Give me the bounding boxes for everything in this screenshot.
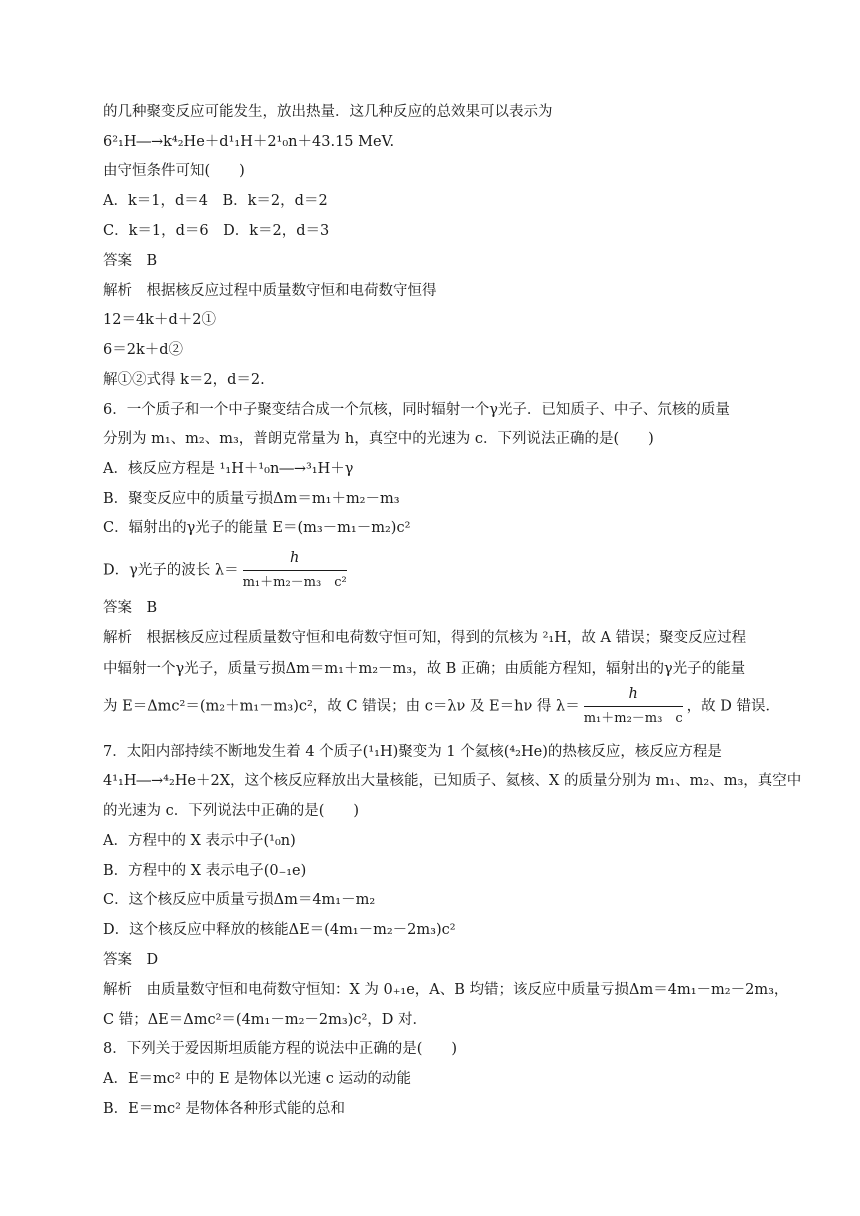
- question-6-stem: 分别为 m₁、m₂、m₃，普朗克常量为 h，真空中的光速为 c．下列说法正确的是( ): [103, 431, 654, 447]
- option-line: A．k＝1，d＝4 B．k＝2，d＝2: [103, 193, 328, 209]
- analysis-line: C 错；ΔE＝Δmc²＝(4m₁－m₂－2m₃)c²，D 对．: [103, 1012, 428, 1028]
- fraction-denominator: m₁＋m₂－m₃ c: [583, 711, 683, 726]
- answer-line: 答案 B: [103, 600, 158, 616]
- analysis-line: 解析 根据核反应过程中质量数守恒和电荷数守恒得: [103, 283, 437, 299]
- option-c: C．辐射出的γ光子的能量 E＝(m₃－m₁－m₂)c²: [103, 520, 411, 536]
- wavelength-fraction: [243, 548, 347, 593]
- option-a: A．方程中的 X 表示中子(¹₀n): [103, 833, 296, 849]
- analysis-line: 中辐射一个γ光子，质量亏损Δm＝m₁＋m₂－m₃，故 B 正确；由质能方程知，辐射出的γ光子的能量: [103, 661, 746, 677]
- fraction-numerator: h: [584, 684, 683, 707]
- analysis-line: [103, 684, 780, 729]
- fraction-numerator: h: [243, 548, 347, 571]
- answer-line: 答案 D: [103, 952, 159, 968]
- option-line: C．k＝1，d＝6 D．k＝2，d＝3: [103, 223, 330, 239]
- solution-line: 解①②式得 k＝2，d＝2.: [103, 372, 265, 388]
- analysis-text: ，故 D 错误．: [686, 698, 780, 715]
- question-7-stem: 4¹₁H―→⁴₂He＋2X，这个核反应释放出大量核能，已知质子、氦核、X 的质量分别为 m₁、m₂、m₃，真空中: [103, 773, 802, 789]
- question-6-stem: 6．一个质子和一个中子聚变结合成一个氘核，同时辐射一个γ光子．已知质子、中子、氘核的质量: [103, 402, 730, 418]
- question-8-stem: 8．下列关于爱因斯坦质能方程的说法中正确的是( ): [103, 1041, 458, 1057]
- equation-line: 12＝4k＋d＋2①: [103, 312, 216, 328]
- question-stem: 由守恒条件可知( ): [103, 163, 245, 179]
- analysis-text: 为 E＝Δmc²＝(m₂＋m₁－m₃)c²，故 C 错误；由 c＝λν 及 E＝hν 得 λ＝: [103, 698, 580, 715]
- analysis-line: 解析 由质量数守恒和电荷数守恒知：X 为 0₊₁e，A、B 均错；该反应中质量亏损Δm＝4m₁－m₂－2m₃，: [103, 982, 789, 998]
- option-d: [103, 548, 351, 593]
- option-a: A．E＝mc² 中的 E 是物体以光速 c 运动的动能: [103, 1071, 411, 1087]
- text-line: 的几种聚变反应可能发生，放出热量．这几种反应的总效果可以表示为: [103, 104, 553, 120]
- equation-line: 6＝2k＋d②: [103, 342, 184, 358]
- option-d: D．这个核反应中释放的核能ΔE＝(4m₁－m₂－2m₃)c²: [103, 922, 456, 938]
- option-b: B．方程中的 X 表示电子(0₋₁e): [103, 863, 307, 879]
- reaction-equation: 6²₁H―→k⁴₂He＋d¹₁H＋2¹₀n＋43.15 MeV.: [103, 134, 395, 150]
- question-7-stem: 的光速为 c．下列说法中正确的是( ): [103, 803, 360, 819]
- option-b: B．E＝mc² 是物体各种形式能的总和: [103, 1101, 346, 1117]
- option-a: A．核反应方程是 ¹₁H＋¹₀n―→³₁H＋γ: [103, 461, 354, 477]
- option-b: B．聚变反应中的质量亏损Δm＝m₁＋m₂－m₃: [103, 491, 400, 507]
- option-d-label: D．γ光子的波长 λ＝: [103, 562, 239, 579]
- answer-line: 答案 B: [103, 253, 158, 269]
- option-c: C．这个核反应中质量亏损Δm＝4m₁－m₂: [103, 892, 376, 908]
- analysis-line: 解析 根据核反应过程质量数守恒和电荷数守恒可知，得到的氘核为 ²₁H，故 A 错误；聚变反应过程: [103, 630, 747, 646]
- fraction-denominator: m₁＋m₂－m₃ c²: [242, 575, 347, 590]
- question-7-stem: 7．太阳内部持续不断地发生着 4 个质子(¹₁H)聚变为 1 个氦核(⁴₂He)的热核反应，核反应方程是: [103, 744, 722, 760]
- wavelength-fraction: [584, 684, 683, 729]
